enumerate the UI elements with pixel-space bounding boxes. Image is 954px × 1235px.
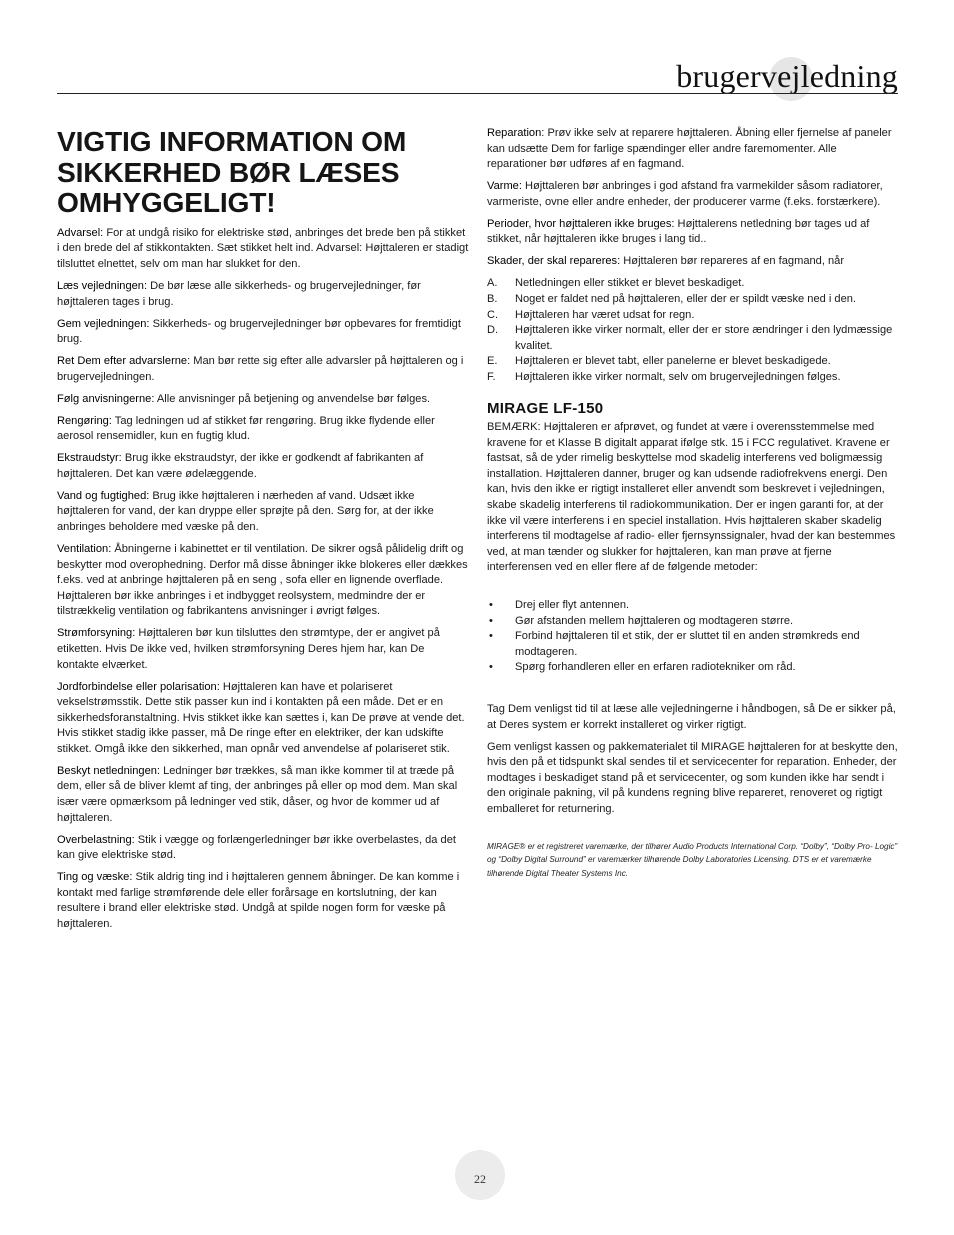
damage-list-item [487,354,898,370]
damage-list-item [487,308,898,324]
safety-item [57,279,469,310]
safety-item-text: Åbningerne i kabinettet er til ventilation. De sikrer også pålidelig drift og beskytter mod overophedning. Derfor må disse åbninger ikke blokeres eller dækkes f.eks. ved at anbringe højttaleren på en seng , sofa eller en lignende overflade. Højttaleren bør ikke anbringes i et indbygget reolsystem, medmindre der er tilstrækkelig ventilation og fabrikantens anvisninger i øvrigt følges. [57,543,468,618]
interference-method-text: Spørg forhandleren eller en erfaren radiotekniker om råd. [515,661,796,674]
safety-item [487,179,898,210]
safety-item [487,126,898,173]
damage-list-text: Højttaleren er blevet tabt, eller panelerne er blevet beskadigede. [515,355,831,368]
header-title: brugervejledning [676,58,898,94]
safety-item [57,354,469,385]
damage-list-letter: D. [487,324,499,337]
safety-item-text: Højttalerens netledning bør tages ud af stikket, når højttaleren ikke bruges i lang tid.. [487,217,870,246]
damage-list-letter: A. [487,277,498,290]
safety-item-term: Overbelastning: [57,833,135,846]
safety-item [57,542,469,620]
damage-list-letter: B. [487,292,498,305]
safety-item-text: For at undgå risiko for elektriske stød, anbringes det brede ben på stikket i den brede del af stikkontakten. Sæt stikket helt ind. Advarsel: Højttaleren er stadigt tilsluttet elnettet, selv om man har slukket for den. [57,226,469,270]
safety-item-term: Ekstraudstyr: [57,452,122,465]
safety-item [57,626,469,673]
bullet-icon: • [489,661,493,674]
safety-item [487,254,898,270]
safety-item [57,489,469,536]
interference-method-text: Drej eller flyt antennen. [515,599,630,611]
safety-item-term: Gem vejledningen: [57,317,150,330]
interference-method-item [487,660,898,676]
bullet-icon: • [489,599,493,611]
damage-list-text: Noget er faldet ned på højttaleren, eller der er spildt væske ned i den. [515,292,857,305]
interference-methods-list [487,598,898,676]
safety-item [57,226,469,273]
safety-item-text: Højttaleren bør kun tilsluttes den strømtype, der er angivet på etiketten. Hvis De ikke ved, hvilken strømforsyning Deres hjem har, kan De kontakte elværket. [57,627,440,671]
safety-item [57,764,469,826]
bullet-icon: • [489,614,493,627]
safety-item-term: Vand og fugtighed: [57,489,150,502]
safety-item-term: Perioder, hvor højttaleren ikke bruges: [487,217,675,230]
damage-list-letter: E. [487,355,498,368]
packaging-paragraph: Gem venligst kassen og pakkematerialet til MIRAGE højttaleren for at beskytte den, hvis den på et tidspunkt skal sendes til et servicecenter for reparation. Enheder, der modtages i beskadiget stand på et servicecenter, og som kunden ikke har sendt i den originale pakning, vil på kundens regning blive repareret, renoveret og rigtigt emballeret for returnering. [487,740,898,815]
safety-item-text: Højttaleren bør repareres af en fagmand, når [620,255,845,268]
safety-item-term: Advarsel: [57,226,104,239]
damage-list-letter: F. [487,370,496,383]
interference-method-text: Gør afstanden mellem højttaleren og modtageren større. [515,614,794,627]
safety-item-term: Ret Dem efter advarslerne: [57,355,191,368]
damage-list-text: Højttaleren har været udsat for regn. [515,308,695,321]
safety-item [487,217,898,248]
safety-item-term: Følg anvisningerne: [57,392,155,405]
safety-item-term: Beskyt netledningen: [57,764,160,777]
safety-item-text: Brug ikke højttaleren i nærheden af vand. Udsæt ikke højttaleren for vand, der kan dryppe eller sprøjte på den. Sørg for, at der ikke anbringes beholdere med væske på den. [57,489,434,534]
safety-item [57,451,469,482]
safety-item-term: Reparation [487,127,542,139]
safety-item-term: Rengøring: [57,414,112,427]
interference-method-item [487,614,898,630]
safety-item [57,392,469,408]
safety-item [57,833,469,864]
damage-list-text: Højttaleren ikke virker normalt, selv om brugervejledningen følges. [515,370,841,383]
safety-item [57,870,469,932]
fcc-notice: BEMÆRK: Højttaleren er afprøvet, og fundet at være i overensstemmelse med kravene for et Klasse B digitalt apparat ifølge stk. 15 i FCC regulativet. Kravene er fastsat, så de yder rimelig beskyttelse mod skadelig interferens ved boligmæssig installation. Højttaleren danner, bruger og kan udsende radiofrekvens energi. Den kan, hvis den ikke er rigtigt installeret eller anvendt som beskrevet i vejledningen, skabe skadelig interferens til radiokommunikation. Der er ingen garanti for, at der ikke vil være interferens i en speciel installation. Hvis højttaleren skaber skadelig interferens til modtagelse af radio- eller fjernsynssignaler, hvad der kan bestemmes ved, at man tænder og slukker for højttaleren, kan man prøve at fjerne interferensen ved en eller flere af de følgende metoder: [487,421,896,574]
damage-list-letter: C. [487,308,499,321]
safety-item-text: Alle anvisninger på betjening og anvendelse bør følges. [154,392,431,405]
safety-item-term: Ting og væske: [57,871,133,884]
interference-method-item [487,598,898,614]
safety-item-text: Brug ikke ekstraudstyr, der ikke er godkendt af fabrikanten af højttaleren. Det kan være ødelæggende. [57,452,424,480]
left-column [57,126,469,939]
damage-list-item [487,370,898,386]
safety-item [57,414,469,445]
safety-item-term: Skader, der skal repareres: [487,255,621,268]
safety-item-term: Læs vejledningen: [57,279,148,292]
safety-item-text: Sikkerheds- og brugervejledninger bør opbevares for fremtidigt brug. [57,317,461,346]
damage-list-item [487,292,898,308]
safety-item-text: Man bør rette sig efter alle advarsler på højttaleren og i brugervejledningen. [57,355,464,383]
safety-item-text: Tag ledningen ud af stikket før rengøring. Brug ikke flydende eller aerosol rensemidler, kun en fugtig klud. [57,414,435,443]
interference-method-item [487,629,898,660]
safety-item [57,317,469,348]
bullet-icon: • [489,630,493,643]
interference-method-text: Forbind højttaleren til et stik, der er sluttet til en anden strømkreds end modtageren. [515,630,860,658]
damage-list-text: Netledningen eller stikket er blevet beskadiget. [515,277,745,290]
safety-item-text: Højttaleren kan have et polariseret vekselstrømsstik. Dette stik passer kun ind i kontakten på een måde. Det er en sikkerhedsforanstaltning. Hvis stikket ikke kan sættes i, kan De prøve at vende det. Hvis stikket stadig ikke passer, må De ringe efter en elektriker, der kan udskifte stikket. Omgå ikke den sikkerhed, man opnår ved anvendelse af polariseret stik. [57,680,465,755]
damage-list-item [487,276,898,292]
safety-item-text: Stik aldrig ting ind i højttaleren gennem åbninger. De kan komme i kontakt med farlige strømførende dele eller forårsage en kortslutning, der kan resultere i brand eller elektriske stød. Undgå at spilde nogen form for væske på højttaleren. [57,871,460,931]
safety-item-text: : Prøv ikke selv at reparere højttaleren. Åbning eller fjernelse af paneler kan udsætte Dem for farlige spændinger eller andre faremomenter. Alle reparationer bør udføres af en fagmand. [487,127,892,171]
safety-item-text: De bør læse alle sikkerheds- og brugervejledninger, før højttaleren tages i brug. [57,279,421,308]
safety-item-text: Ledninger bør trækkes, så man ikke kommer til at træde på dem, eller så de bliver klemt af ting, der anbringes på eller op mod dem. Man skal især være opmærksom på ledninger ved stik, dåser, og hvor de kommer ud af højttaleren. [57,764,458,824]
safety-item-term: Ventilation: [57,543,112,555]
safety-heading: VIGTIG INFORMATION OM SIKKERHED BØR LÆSES OMHYGGELIGT! [57,125,407,219]
safety-items-continued [487,126,898,270]
damage-list-text: Højttaleren ikke virker normalt, eller der er store ændringer i den lydmæssige kvalitet. [515,324,893,352]
safety-item-term: Varme: [487,180,522,193]
damage-list [487,276,898,385]
header-rule [57,93,898,94]
setup-paragraph: Tag Dem venligst tid til at læse alle vejledningerne i håndbogen, så De er sikker på, at Deres system er korrekt installeret og virker rigtigt. [487,702,896,731]
section-title: MIRAGE LF-150 [487,400,604,418]
trademark-footnote: MIRAGE® er et registreret varemærke, der tilhører Audio Products International Corp. “Dolby”, “Dolby Pro- Logic” og “Dolby Digital Surround” er varemærker tilhørende Dolby Laboratories Licensing. DTS er et varemærke tilhørende Digital Theater Systems Inc. [487,841,898,878]
safety-items [57,226,469,933]
safety-item-text: Højttaleren bør anbringes i god afstand fra varmekilder såsom radiatorer, varmeriste, ovne eller andre enheder, der producerer varme (f.eks. forstærkere). [487,180,883,208]
safety-item-text: Stik i vægge og forlængerledninger bør ikke overbelastes, da det kan give elektriske stød. [57,833,456,862]
safety-item [57,680,469,758]
safety-item-term: Jordforbindelse eller polarisation: [57,680,220,693]
right-column [487,126,898,880]
damage-list-item [487,323,898,354]
page-number: 22 [474,1172,486,1186]
safety-item-term: Strømforsyning: [57,627,136,640]
